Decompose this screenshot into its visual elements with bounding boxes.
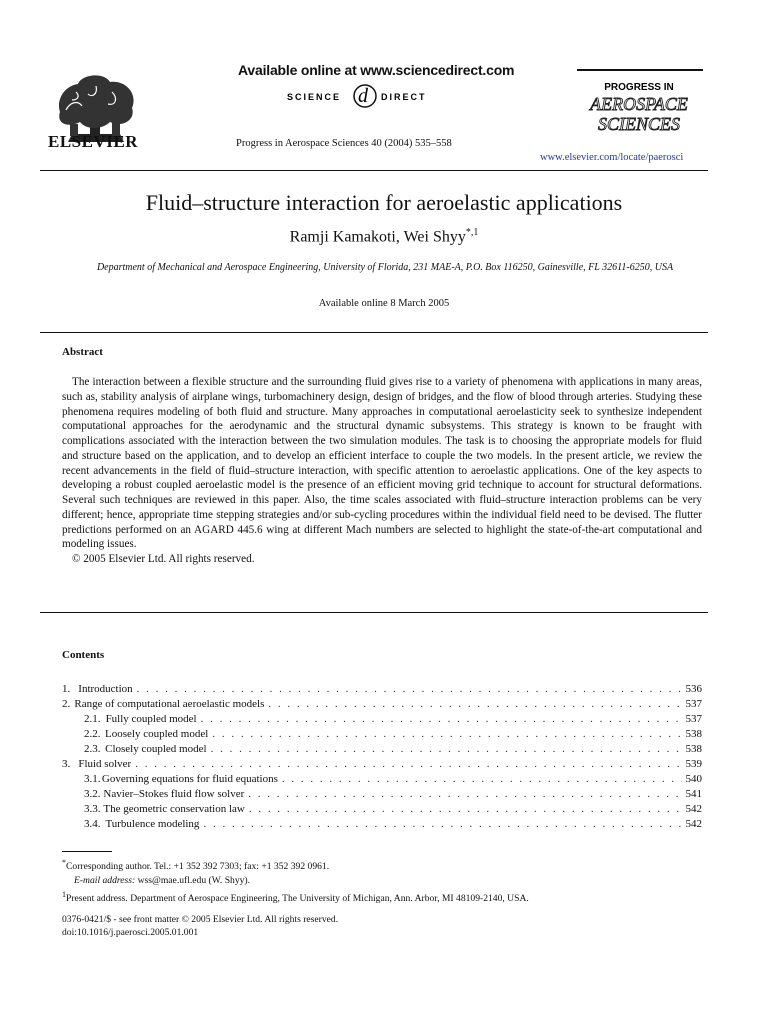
toc-entry-page: 542 [685,818,702,830]
toc-entry-title: Fluid solver [78,758,132,770]
toc-entry[interactable] [62,817,702,832]
available-online-date: Available online 8 March 2005 [318,298,450,309]
sciencedirect-logo [287,82,457,112]
toc-entry-page: 538 [685,743,702,755]
table-of-contents [62,682,702,832]
toc-entry[interactable] [62,757,702,772]
toc-leader-dots [211,742,682,757]
toc-entry[interactable] [62,742,702,757]
footnotes [62,856,702,906]
toc-entry-number: 2.1. [84,713,101,725]
copyright-line: © 2005 Elsevier Ltd. All rights reserved. [72,553,255,565]
toc-entry-title: Introduction [78,683,133,695]
toc-leader-dots [137,682,682,697]
journal-reference: Progress in Aerospace Sciences 40 (2004) 535–558 [236,138,452,149]
issn-block [62,913,338,939]
toc-entry-number: 2.3. [84,743,101,755]
toc-entry-page: 542 [685,803,702,815]
abstract-body [62,375,702,567]
toc-entry[interactable] [62,712,702,727]
toc-leader-dots [248,787,681,802]
toc-entry-number: 3.2. [84,788,101,800]
header-rule [40,170,708,171]
svg-text:PROGRESS IN: PROGRESS IN [604,82,674,93]
toc-entry-page: 537 [685,698,702,710]
email-link[interactable]: wss@mae.ufl.edu (W. Shyy). [137,875,251,887]
toc-entry-title: Governing equations for fluid equations [101,773,278,785]
toc-leader-dots [268,697,681,712]
footnote-present-address: $^1$Present address. Department of Aerospace Engineering, The University of Michigan, Ann. Arbor, MI 48109-2140, USA. [62,890,529,905]
footnote-email: E-mail address: wss@mae.ufl.edu (W. Shyy). [74,875,251,887]
abstract-top-rule [40,332,708,333]
toc-entry-number: 3. [62,758,71,770]
abstract-heading: Abstract [62,346,103,358]
footnote-corresponding: *Corresponding author. Tel.: +1 352 392 7303; fax: +1 352 392 0961. [62,858,330,873]
toc-entry-page: 541 [685,788,702,800]
toc-leader-dots [203,817,681,832]
toc-entry[interactable] [62,802,702,817]
toc-leader-dots [212,727,681,742]
authors-names: Ramji Kamakoti, Wei Shyy [289,228,466,246]
toc-entry-number: 1. [62,683,71,695]
toc-entry-number: 2. [62,698,71,710]
toc-entry-page: 536 [685,683,702,695]
svg-text:SCIENCES: SCIENCES [597,114,681,134]
toc-entry-number: 3.4. [84,818,101,830]
svg-text:d: d [358,85,368,107]
toc-entry-number: 2.2. [84,728,101,740]
toc-entry-page: 538 [685,728,702,740]
toc-entry-title: Closely coupled model [105,743,207,755]
toc-entry-title: Fully coupled model [105,713,197,725]
abstract-bottom-rule [40,612,708,613]
toc-entry-number: 3.1. [84,773,101,785]
toc-leader-dots [249,802,682,817]
abstract-text: The interaction between a flexible structure and the surrounding fluid gives rise to a variety of phenomena with applications in many areas, such as, stability analysis of airplane wings, turbomachinery design, design of bridges, and the flow of blood through arteries. Studying these phenomena requires modeling of both fluid and structure. Many approaches in computational aeroelasticity seek to synthesize independent computational approaches for the aerodynamic and the structural dynamic subsystems. This strategy is known to be fraught with complications associated with the interaction between the two simulation modules. The task is to choosing the appropriate models for fluid and structure based on the application, and to develop an efficient interface to couple the two models. In the present article, we review the recent advancements in the field of fluid–structure interaction, with specific attention to aeroelastic applications. One of the key aspects to developing a robust coupled aeroelastic model is the presence of an efficient moving grid technique to account for structural deformations. Several such techniques are reviewed in this paper. Also, the time scales associated with fluid–structure interaction problems can be very different; hence, appropriate time stepping strategies and/or sub-cycling procedures within the individual field need to be devised. The flutter predictions performed on an AGARD 445.6 wing at different Mach numbers are selected to highlight the state-of-the-art computational and modeling issues. [62,376,702,551]
doi-line[interactable]: doi:10.1016/j.paerosci.2005.01.001 [62,927,199,938]
toc-entry-title: Range of computational aeroelastic models [74,698,265,710]
journal-logo [575,68,705,138]
toc-entry-title: Turbulence modeling [105,818,200,830]
toc-entry[interactable] [62,772,702,787]
sciencedirect-right-text: DIRECT [381,92,427,102]
toc-leader-dots [201,712,682,727]
available-online-banner[interactable]: Available online at www.sciencedirect.com [238,62,515,78]
toc-entry[interactable] [62,697,702,712]
toc-entry-page: 540 [685,773,702,785]
affiliation: Department of Mechanical and Aerospace Engineering, University of Florida, 231 MAE-A, P.O. Box 116250, Gainesville, FL 32611-6250, USA [96,262,674,273]
toc-entry-title: The geometric conservation law [103,803,245,815]
toc-entry-number: 3.3. [84,803,101,815]
toc-entry-title: Loosely coupled model [105,728,209,740]
front-matter-line: 0376-0421/$ - see front matter © 2005 Elsevier Ltd. All rights reserved. [62,914,339,925]
footnote-rule [62,851,112,852]
svg-text:AEROSPACE: AEROSPACE [590,94,688,114]
author-footnote-marks[interactable]: *,1 [465,227,479,238]
toc-entry[interactable] [62,682,702,697]
publisher-name: ELSEVIER [48,132,138,151]
article-title: Fluid–structure interaction for aeroelastic applications [145,190,623,215]
toc-leader-dots [135,757,681,772]
toc-leader-dots [282,772,682,787]
toc-entry-page: 537 [685,713,702,725]
sciencedirect-left-text: SCIENCE [287,92,342,102]
toc-entry[interactable] [62,787,702,802]
journal-url-link[interactable]: www.elsevier.com/locate/paerosci [540,152,684,163]
contents-heading: Contents [62,649,105,661]
author-list [0,227,768,246]
toc-entry-page: 539 [685,758,702,770]
toc-entry-title: Navier–Stokes fluid flow solver [103,788,245,800]
toc-entry[interactable] [62,727,702,742]
